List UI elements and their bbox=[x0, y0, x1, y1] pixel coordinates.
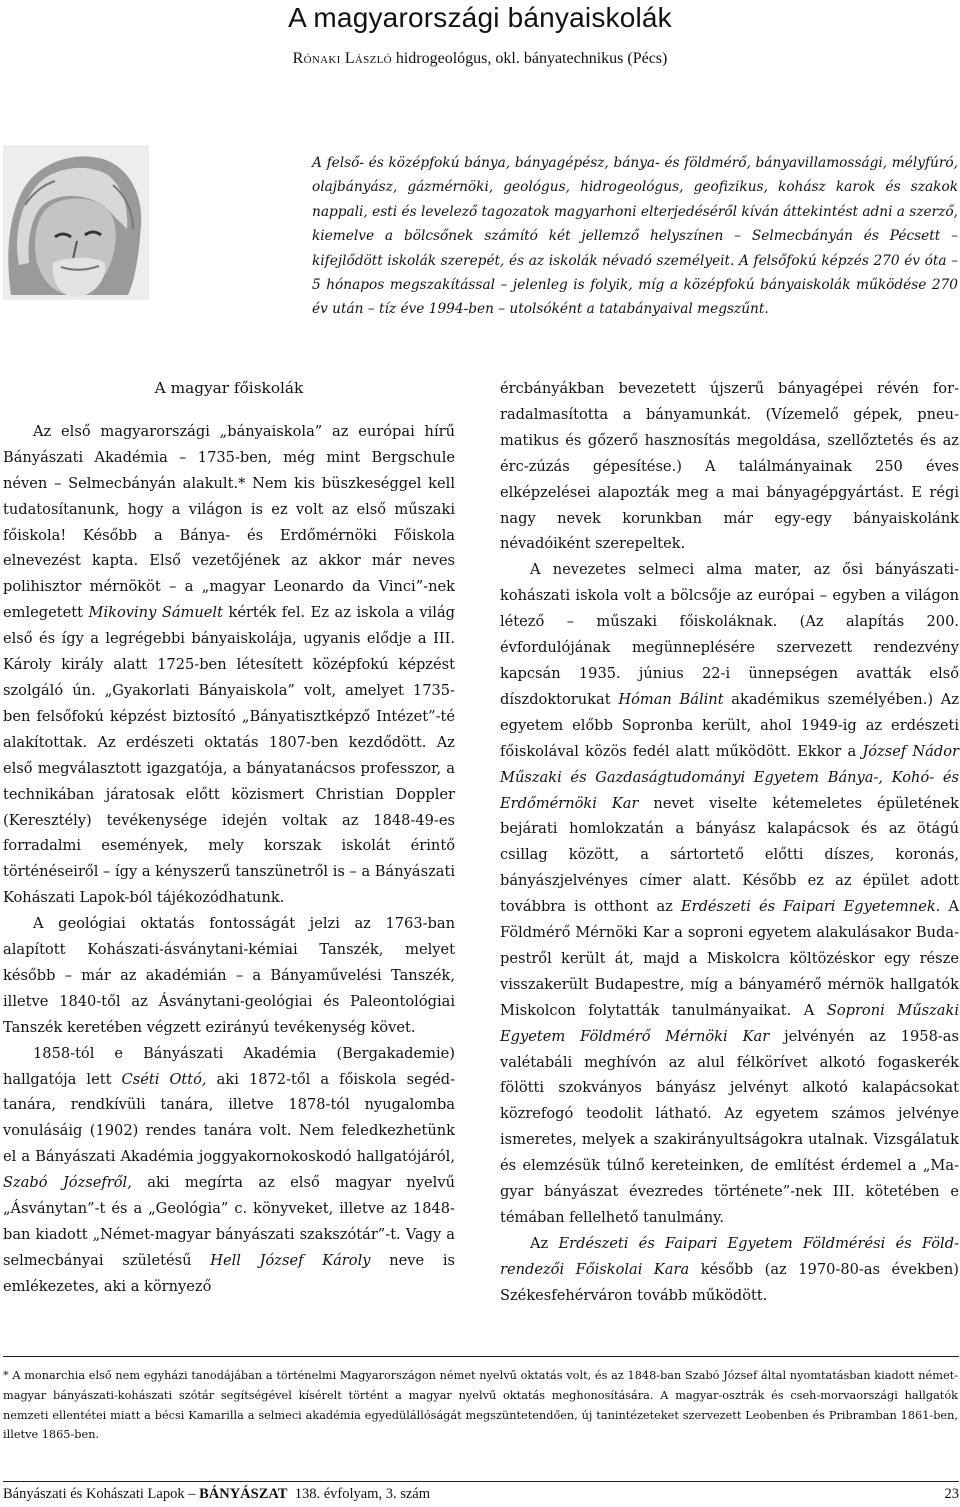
body-paragraph: ércbányákban bevezetett újszerű bányagépei révén forradalmasította a bányamunkát. (Vízemelő gépek, pneumatikus és gőzerő hasznosítás megoldása, szellőztetés és az érc-zúzás gépesítése.) A találmányainak 250 éves elképzelései alapozták meg a mai bányagépgyártást. E régi nagy nevek korunkban már egy-egy bányaiskolánk névadóiként szerepeltek. bbox=[500, 380, 959, 553]
body-paragraph bbox=[3, 1041, 455, 1300]
text-run: Az első magyarországi „bányaiskola” az európai hírű Bányászati Akadémia – 1735-ben, még mint Bergschule néven – Selmecbányán alakult.* Nem kis büszkeséggel kell tudatosítanunk, hogy a világon is ez volt az első műszaki főiskola! Később a Bánya- és Erdőmérnöki Főiskola elnevezést kapta. Első vezetőjének az akkor már neves polihisztor mérnököt – a „magyar Leonardo da Vinci”-nek emlegetett bbox=[3, 422, 455, 622]
author-role: hidrogeológus, okl. bányatechnikus (Pécs) bbox=[391, 50, 668, 67]
page-number: 23 bbox=[944, 1486, 959, 1502]
text-run: nevet viselte kétemeletes épületének bejárati homlokzatán a bányász kalapácsok és az ötágú csillag között, a sártortető előtti díszes, koronás, bányászjelvényes címer alatt. Később ez az épület adott továbbra is otthont az bbox=[500, 794, 960, 916]
left-column bbox=[3, 376, 455, 1300]
text-run: kérték fel. Ez az iskola a világ első és így a legrégebbi bányaiskolája, ugyanis elődje a III. Károly király alatt 1725-ben létesített középfokú képzést szolgáló ún. „Gyakorlati Bányaiskola” volt, amelyet 1735-ben felsőfokú képzést biztosító „Bányatisztképző Intézet”-té alakítottak. Az erdészeti oktatás 1807-ben kezdődött. Az első megválasztott igazgatója, a bányatanácsos professzor, a technikában járatosak előtt közismert Christian Doppler (Keresztély) tevékenysége idején voltak az 1848-49-es forradalmi események, mely korszak iskolát érintő történéseiről – így a kényszerű tanszünetről is – a Bányászati Kohászati Lapok-ból tájékozódhatunk. bbox=[3, 604, 455, 907]
institution-name: József Nádor Műszaki és Gazdaságtudományi Egyetem Bánya-, Kohó- és Erdőmérnöki Kar bbox=[500, 742, 959, 812]
journal-section: BÁNYÁSZAT bbox=[199, 1486, 288, 1502]
journal-name: Bányászati és Kohászati Lapok – bbox=[3, 1486, 200, 1502]
text-run: jelvényén az 1958-as valétabáli meghívón az alul félkörívet alkotó fogaskerék fölötti szokványos bányász jelvényt alkotó kalapácsokat közrefogó teodolit látható. Az egyetem számos jelvénye ismeretes, melyek a szakirányultságokra utalnak. Vizsgálatuk és elemzésük túlnő kereteinken, de említést érdemel a „Magyar bányászat évezredes története”-nek III. kötetében e témában fellelhető tanulmány. bbox=[500, 1027, 959, 1226]
author-name: Rónaki László bbox=[292, 50, 392, 67]
section-heading: A magyar főiskolák bbox=[154, 379, 304, 397]
text-run: akadémikus személyében.) Az egyetem előbb Sopronba került, ahol 1949-ig az erdészeti főiskolával közös fedél alatt működött. Ekkor a bbox=[500, 690, 960, 760]
text-run: 1858-tól e Bányászati Akadémia (Bergakademie) hallgatója lett bbox=[3, 1044, 455, 1088]
text-run: aki 1872-től a főiskola segédtanára, rendkívüli tanára, illetve 1878-tól nyugalomba vonulásáig (1902) rendes tanára volt. Nem feledkezhetünk el a Bányászati Akadémia joggyakornokoskodó hallgatójáról, bbox=[3, 1070, 455, 1166]
text-run: A nevezetes selmeci alma mater, az ősi bányászati-kohászati iskola volt a bölcsője az európai – egyben a világon létező – műszaki főiskoláknak. (Az alapítás 200. évfordulójának megünneplésére szervezett rendezvény kapcsán 1935. június 22-i ünnepségen avatták első díszdoktorukat bbox=[500, 561, 959, 708]
text-run: később (az 1970-80-as években) Székesfehérváron tovább működött. bbox=[500, 1260, 959, 1304]
institution-name: Erdészeti és Faipari Egyetem Földmérési és Földrendezői Főiskolai Kara bbox=[500, 1234, 960, 1278]
text-run: Az bbox=[530, 1234, 559, 1252]
article-title: A magyarországi bányaiskolák bbox=[288, 2, 672, 33]
footer-divider bbox=[3, 1481, 959, 1482]
text-run: aki megírta az első magyar nyelvű „Ásványtan”-t és a „Geológia” c. könyveket, illetve az 1848-ban kiadott „Német-magyar bányászati szakszótár”-t. Vagy a selmecbányai születésű bbox=[3, 1174, 455, 1269]
footnote-divider bbox=[3, 1356, 959, 1357]
body-paragraph bbox=[3, 419, 455, 911]
journal-issue: 138. évfolyam, 3. szám bbox=[287, 1486, 431, 1502]
right-column bbox=[500, 376, 959, 1309]
abstract: A felső- és középfokú bánya, bányagépész, bánya- és földmérő, bányavillamossági, mélyfúró, olajbányász, gázmérnöki, geológus, hidrogeológus, geofizikus, kohász karok és szakok nappali, esti és levelező tagozatok magyarhoni elterjedéséről kíván áttekintést adni a szerző, kiemelve a bölcsőnek számító két jellemző helyszínen – Selmecbányán és Pécsett – kifejlődött iskolák szerepét, és az iskolák névadó személyeit. A felsőfokú képzés 270 év óta – 5 hónapos megszakítással – jelenleg is folyik, míg a középfokú bányaiskolák működése 270 év után – tíz éve 1994-ben – utolsóként a tatabányaival megszűnt. bbox=[312, 155, 958, 318]
author-byline bbox=[0, 50, 960, 68]
journal-info bbox=[3, 1486, 430, 1503]
body-paragraph: A geológiai oktatás fontosságát jelzi az 1763-ban alapított Kohászati-ásványtani-kémiai Tanszék, melyet később – már az akadémián – a Bányaművelési Tanszék, illetve 1840-től az Ásványtani-geológiai és Paleontológiai Tanszék keretében végzett ezirányú tevékenység követ. bbox=[3, 915, 455, 1036]
body-paragraph bbox=[500, 557, 959, 1231]
text-run: neve is emlékezetes, aki a környező bbox=[3, 1251, 456, 1295]
text-run: A Földmérő Mérnöki Kar a soproni egyetem alakulásakor Budapestről került át, majd a Miskolcra költözéskor egy része visszakerült Budapestre, míg a bányamérő mérnök hallgatók Miskolcon folytatták tanulmányaikat. A bbox=[500, 898, 959, 1019]
person-name: Mikoviny Sámuelt bbox=[88, 604, 223, 622]
person-name: Cséti Ottó, bbox=[121, 1070, 207, 1088]
author-portrait bbox=[3, 145, 149, 300]
footnote: * A monarchia első nem egyházi tanodájában a történelmi Magyarországon német nyelvű oktatás volt, és az 1848-ban Szabó József által nyomtatásban kiadott német-magyar bányászati-kohászati szótár segítségével kísérelt történt a magyar nyelvű oktatás meghonosítására. A magyar-osztrák és cseh-morvaországi hallgatók nemzeti ellentétei miatt a bécsi Kamarilla a selmeci akadémia egyedülállóságát megszüntetendően, új tanintézeteket szervezett Leobenben és Pribramban 1861-ben, illetve 1865-ben. bbox=[3, 1369, 958, 1442]
person-name: Hóman Bálint bbox=[618, 690, 724, 708]
person-name: Hell József Károly bbox=[210, 1251, 371, 1269]
person-name: Szabó Józsefről, bbox=[3, 1174, 132, 1192]
institution-name: Erdészeti és Faipari Egyetemnek. bbox=[680, 898, 941, 916]
institution-name: Soproni Műszaki Egyetem Földmérő Mérnöki Kar bbox=[500, 1001, 960, 1045]
body-paragraph bbox=[500, 1231, 959, 1309]
page-footer bbox=[3, 1486, 959, 1506]
